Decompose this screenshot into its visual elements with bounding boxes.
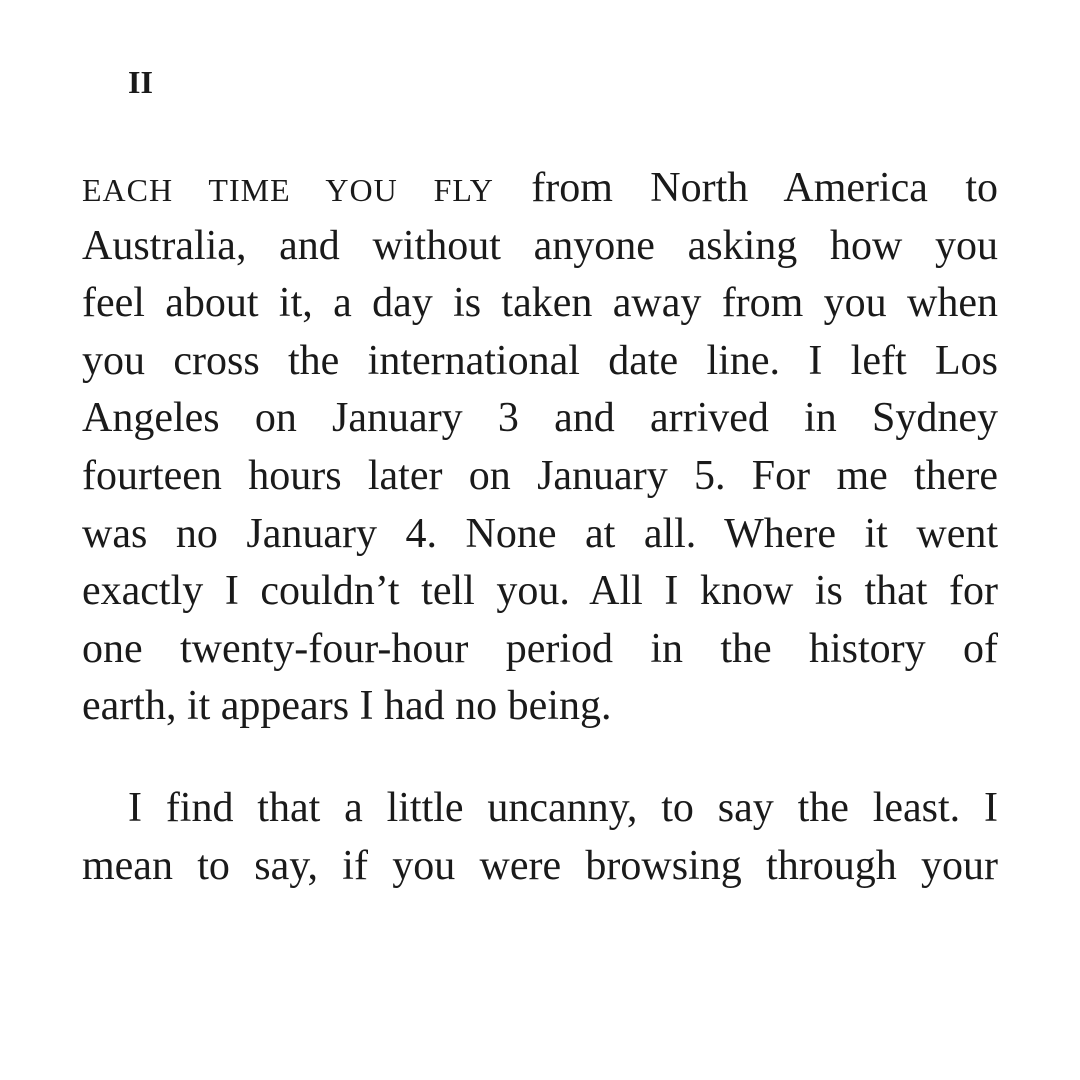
paragraph-1 (82, 160, 998, 736)
text-line: mean to say, if you were browsing through your (82, 842, 998, 889)
chapter-number: II (128, 64, 153, 100)
text-line: Australia, and without anyone asking how you (82, 222, 998, 269)
text-line (82, 160, 998, 218)
text-line: fourteen hours later on January 5. For me there (82, 452, 998, 499)
book-page (82, 0, 998, 1080)
text-line: exactly I couldn’t tell you. All I know is that for (82, 568, 998, 615)
paragraph-2 (82, 780, 998, 895)
text-line-content: from North America to (493, 165, 999, 211)
text-line: you cross the international date line. I left Los (82, 337, 998, 384)
text-line: was no January 4. None at all. Where it went (82, 510, 998, 557)
text-line: one twenty-four-hour period in the history of (82, 625, 998, 672)
text-line: earth, it appears I had no being. (82, 683, 612, 730)
text-line: feel about it, a day is taken away from you when (82, 280, 998, 327)
text-line: Angeles on January 3 and arrived in Sydney (82, 395, 998, 442)
small-caps-lead-in: EACH TIME YOU FLY (82, 172, 494, 208)
text-line: I find that a little uncanny, to say the least. I (128, 785, 998, 831)
